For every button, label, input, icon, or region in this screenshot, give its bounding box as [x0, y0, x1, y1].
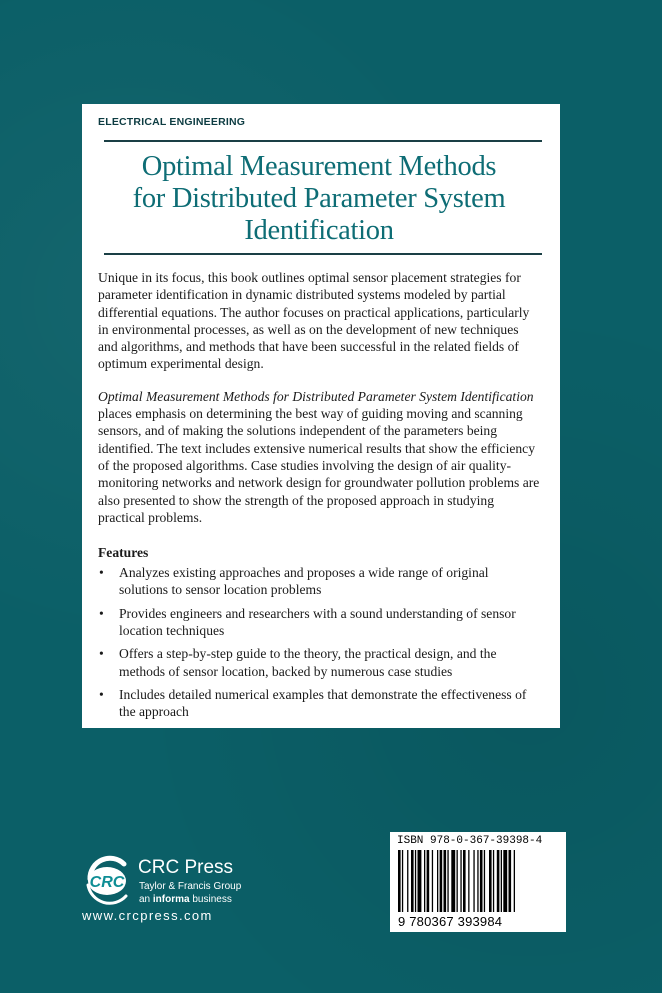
- barcode-bar: [440, 850, 443, 912]
- feature-item: [98, 645, 540, 680]
- description-paragraph-1: Unique in its focus, this book outlines optimal sensor placement strategies for parameter identification in dynamic distributed systems modeled by partial differential equations. The author focuses on practical applications, particularly in environmental processes, as well as on the development of new techniques and algorithms, and methods that have been successful in the related fields of optimum experimental design.: [98, 270, 530, 372]
- informa-prefix: an: [139, 894, 153, 905]
- bottom-rule: [104, 253, 542, 255]
- barcode-bar: [489, 850, 492, 912]
- publisher-name: CRC Press: [138, 857, 234, 878]
- barcode-bar: [407, 850, 408, 912]
- barcode-bar: [451, 850, 455, 912]
- barcode-bar: [437, 850, 438, 912]
- title-line-3: Identification: [244, 215, 394, 246]
- title-reference: Optimal Measurement Methods for Distributed Parameter System Identification: [98, 388, 534, 404]
- bullet-icon: •: [99, 686, 104, 702]
- barcode-bar: [402, 850, 403, 912]
- barcode-bar: [477, 850, 478, 912]
- isbn-label: ISBN 978-0-367-39398-4: [397, 835, 543, 847]
- title-line-2: for Distributed Parameter System: [132, 183, 506, 214]
- barcode-bar: [447, 850, 448, 912]
- back-cover-panel: [82, 104, 560, 728]
- barcode-bar: [424, 850, 425, 912]
- barcode-bars: [396, 850, 560, 914]
- barcode-bar: [503, 850, 507, 912]
- barcode-bar: [473, 850, 474, 912]
- bullet-icon: •: [99, 605, 104, 621]
- title-line-1: Optimal Measurement Methods: [141, 151, 497, 182]
- barcode-bar: [497, 850, 500, 912]
- barcode-bar: [463, 850, 466, 912]
- feature-item: [98, 605, 540, 640]
- publisher-website: www.crcpress.com: [82, 908, 213, 923]
- publisher-group: [139, 880, 241, 906]
- description-paragraph-2: [98, 388, 540, 526]
- barcode-bar: [460, 850, 461, 912]
- barcode-bar: [432, 850, 433, 912]
- features-heading: Features: [98, 545, 149, 561]
- features-list: [98, 564, 540, 720]
- barcode-bar: [480, 850, 483, 912]
- category-label: ELECTRICAL ENGINEERING: [98, 116, 246, 128]
- barcode-bar: [415, 850, 416, 912]
- barcode-bar: [509, 850, 512, 912]
- publisher-group-name: Taylor & Francis Group: [139, 881, 242, 892]
- paragraph-2-text: places emphasis on determining the best way of guiding moving and scanning sensors, and of making the solutions independent of the parameters being identified. The text includes extensive numerical results that show the efficiency of the proposed algorithms. Case studies involving the design of air quality-monitoring networks and network design for groundwater pollution problems are also presented to show the strength of the proposed approach in studying practical problems.: [98, 406, 540, 525]
- barcode-bar: [468, 850, 469, 912]
- crc-logo-icon: [80, 852, 140, 906]
- barcode-bar: [398, 850, 401, 912]
- feature-item: [98, 564, 540, 599]
- bullet-icon: •: [99, 646, 104, 662]
- barcode-bar: [411, 850, 414, 912]
- logo-text: CRC: [89, 874, 125, 891]
- barcode-bar: [457, 850, 458, 912]
- barcode-bar: [427, 850, 430, 912]
- isbn-barcode: [390, 832, 566, 932]
- feature-text: Analyzes existing approaches and proposes a wide range of original solutions to sensor location problems: [119, 565, 489, 598]
- informa-suffix: business: [189, 894, 232, 905]
- barcode-bar: [514, 850, 515, 912]
- feature-text: Offers a step-by-step guide to the theory, the practical design, and the methods of sensor location, backed by numerous case studies: [119, 646, 497, 679]
- barcode-digits: 9 780367 393984: [398, 914, 503, 929]
- feature-text: Includes detailed numerical examples that demonstrate the effectiveness of the approach: [119, 686, 527, 720]
- barcode-bar: [418, 850, 422, 912]
- barcode-bar: [484, 850, 485, 912]
- book-title: [98, 151, 540, 247]
- informa-line: [139, 893, 241, 906]
- barcode-bar: [501, 850, 502, 912]
- top-rule: [104, 140, 542, 142]
- informa-bold: informa: [152, 894, 190, 905]
- barcode-bar: [444, 850, 447, 912]
- barcode-bar: [493, 850, 494, 912]
- feature-text: Provides engineers and researchers with a sound understanding of sensor location techniques: [119, 605, 516, 639]
- feature-item: [98, 686, 540, 721]
- bullet-icon: •: [99, 565, 104, 581]
